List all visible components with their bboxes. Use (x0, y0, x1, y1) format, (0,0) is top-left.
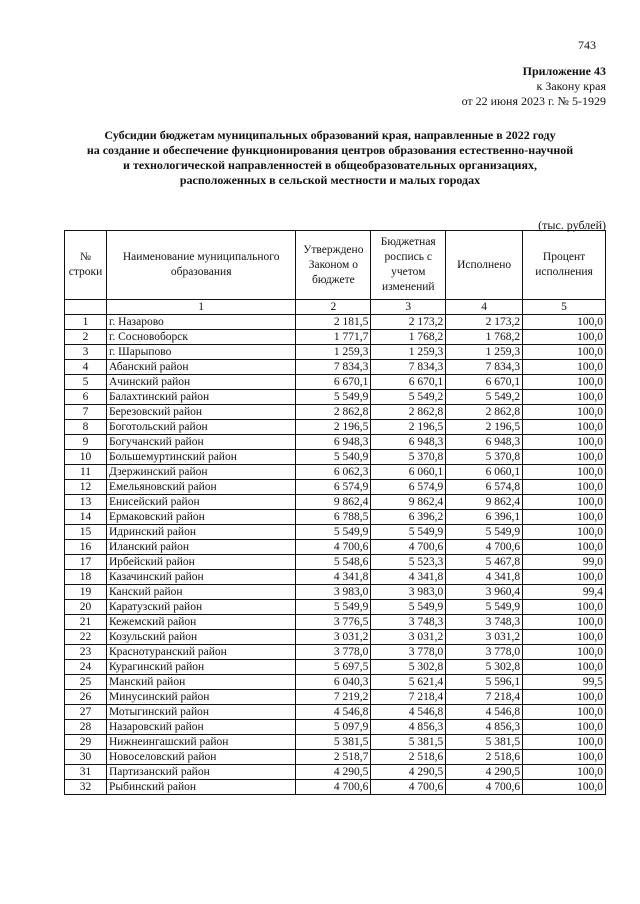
cell-approved: 6 670,1 (296, 375, 371, 390)
cell-municipality: Нижнеингашский район (106, 735, 295, 750)
cell-row-number: 4 (65, 360, 107, 375)
cell-percent: 100,0 (523, 540, 606, 555)
cell-executed: 5 549,9 (446, 600, 523, 615)
cell-row-number: 29 (65, 735, 107, 750)
table-row (65, 675, 606, 690)
cell-row-number: 30 (65, 750, 107, 765)
table-row (65, 375, 606, 390)
cell-municipality: Балахтинский район (106, 390, 295, 405)
cell-row-number: 26 (65, 690, 107, 705)
cell-executed: 4 700,6 (446, 540, 523, 555)
table-row (65, 735, 606, 750)
cell-approved: 6 062,3 (296, 465, 371, 480)
cell-executed: 5 596,1 (446, 675, 523, 690)
header-row-number: № строки (65, 231, 107, 300)
cell-row-number: 31 (65, 765, 107, 780)
cell-row-number: 10 (65, 450, 107, 465)
table-row (65, 390, 606, 405)
cell-percent: 100,0 (523, 360, 606, 375)
cell-approved: 5 381,5 (296, 735, 371, 750)
title-line: Субсидии бюджетам муниципальных образований края, направленные в 2022 году (104, 128, 556, 142)
cell-row-number: 22 (65, 630, 107, 645)
cell-executed: 6 574,8 (446, 480, 523, 495)
cell-percent: 100,0 (523, 780, 606, 795)
cell-budget-schedule: 3 031,2 (371, 630, 446, 645)
cell-approved: 6 040,3 (296, 675, 371, 690)
table-row (65, 615, 606, 630)
cell-percent: 100,0 (523, 450, 606, 465)
cell-budget-schedule: 5 549,9 (371, 600, 446, 615)
column-number: 2 (296, 300, 371, 315)
cell-executed: 6 060,1 (446, 465, 523, 480)
cell-budget-schedule: 1 768,2 (371, 330, 446, 345)
cell-municipality: Кежемский район (106, 615, 295, 630)
table-row (65, 450, 606, 465)
cell-budget-schedule: 1 259,3 (371, 345, 446, 360)
cell-row-number: 18 (65, 570, 107, 585)
table-row (65, 510, 606, 525)
cell-executed: 6 670,1 (446, 375, 523, 390)
cell-row-number: 11 (65, 465, 107, 480)
cell-municipality: Канский район (106, 585, 295, 600)
title-line: на создание и обеспечение функционирования центров образования естественно-научной (86, 143, 574, 157)
cell-percent: 100,0 (523, 375, 606, 390)
cell-municipality: Идринский район (106, 525, 295, 540)
cell-municipality: Мотыгинский район (106, 705, 295, 720)
cell-executed: 5 381,5 (446, 735, 523, 750)
cell-percent: 100,0 (523, 765, 606, 780)
table-row (65, 435, 606, 450)
cell-budget-schedule: 6 060,1 (371, 465, 446, 480)
cell-executed: 3 960,4 (446, 585, 523, 600)
page-number: 743 (578, 38, 596, 52)
cell-executed: 9 862,4 (446, 495, 523, 510)
cell-municipality: г. Шарыпово (106, 345, 295, 360)
cell-budget-schedule: 4 700,6 (371, 540, 446, 555)
cell-row-number: 9 (65, 435, 107, 450)
table-row (65, 600, 606, 615)
cell-budget-schedule: 4 700,6 (371, 780, 446, 795)
column-number: 4 (446, 300, 523, 315)
cell-percent: 99,4 (523, 585, 606, 600)
cell-budget-schedule: 4 546,8 (371, 705, 446, 720)
cell-approved: 6 948,3 (296, 435, 371, 450)
table-row (65, 780, 606, 795)
table-row (65, 630, 606, 645)
cell-municipality: Рыбинский район (106, 780, 295, 795)
cell-row-number: 7 (65, 405, 107, 420)
header-budget-schedule: Бюджетная роспись с учетом изменений (371, 231, 446, 300)
table-row (65, 555, 606, 570)
table-row (65, 480, 606, 495)
title-line: расположенных в сельской местности и малых городах (179, 173, 481, 187)
table-row (65, 570, 606, 585)
cell-municipality: г. Сосновоборск (106, 330, 295, 345)
header-approved: Утверждено Законом о бюджете (296, 231, 371, 300)
cell-percent: 100,0 (523, 330, 606, 345)
cell-budget-schedule: 6 396,2 (371, 510, 446, 525)
cell-row-number: 12 (65, 480, 107, 495)
cell-approved: 4 700,6 (296, 780, 371, 795)
cell-row-number: 6 (65, 390, 107, 405)
cell-percent: 100,0 (523, 750, 606, 765)
cell-row-number: 8 (65, 420, 107, 435)
cell-executed: 1 768,2 (446, 330, 523, 345)
table-row (65, 495, 606, 510)
cell-approved: 5 548,6 (296, 555, 371, 570)
cell-budget-schedule: 5 381,5 (371, 735, 446, 750)
cell-executed: 5 302,8 (446, 660, 523, 675)
cell-budget-schedule: 6 574,9 (371, 480, 446, 495)
cell-approved: 9 862,4 (296, 495, 371, 510)
column-number: 3 (371, 300, 446, 315)
cell-approved: 4 546,8 (296, 705, 371, 720)
cell-budget-schedule: 2 173,2 (371, 315, 446, 330)
cell-budget-schedule: 7 834,3 (371, 360, 446, 375)
cell-municipality: Енисейский район (106, 495, 295, 510)
cell-municipality: Козульский район (106, 630, 295, 645)
cell-municipality: Боготольский район (106, 420, 295, 435)
appendix-title: Приложение 43 (522, 64, 606, 78)
cell-executed: 2 518,6 (446, 750, 523, 765)
column-number-row (65, 300, 606, 315)
table-row (65, 405, 606, 420)
cell-municipality: Дзержинский район (106, 465, 295, 480)
cell-municipality: Большемуртинский район (106, 450, 295, 465)
cell-budget-schedule: 3 778,0 (371, 645, 446, 660)
cell-percent: 100,0 (523, 615, 606, 630)
cell-percent: 100,0 (523, 660, 606, 675)
cell-approved: 6 788,5 (296, 510, 371, 525)
table-header-row (65, 231, 606, 300)
cell-approved: 3 031,2 (296, 630, 371, 645)
table-row (65, 660, 606, 675)
cell-executed: 7 218,4 (446, 690, 523, 705)
cell-percent: 99,5 (523, 675, 606, 690)
cell-municipality: Казачинский район (106, 570, 295, 585)
cell-municipality: г. Назарово (106, 315, 295, 330)
cell-approved: 6 574,9 (296, 480, 371, 495)
table-row (65, 525, 606, 540)
cell-approved: 3 776,5 (296, 615, 371, 630)
cell-row-number: 15 (65, 525, 107, 540)
cell-budget-schedule: 3 748,3 (371, 615, 446, 630)
cell-percent: 100,0 (523, 390, 606, 405)
cell-municipality: Богучанский район (106, 435, 295, 450)
cell-percent: 100,0 (523, 690, 606, 705)
table-row (65, 315, 606, 330)
cell-executed: 5 467,8 (446, 555, 523, 570)
cell-approved: 2 181,5 (296, 315, 371, 330)
cell-budget-schedule: 4 856,3 (371, 720, 446, 735)
table-row (65, 330, 606, 345)
cell-executed: 4 546,8 (446, 705, 523, 720)
cell-row-number: 32 (65, 780, 107, 795)
cell-executed: 3 778,0 (446, 645, 523, 660)
cell-row-number: 21 (65, 615, 107, 630)
cell-approved: 4 290,5 (296, 765, 371, 780)
table-row (65, 465, 606, 480)
cell-municipality: Ирбейский район (106, 555, 295, 570)
cell-executed: 3 748,3 (446, 615, 523, 630)
cell-percent: 100,0 (523, 630, 606, 645)
cell-executed: 4 341,8 (446, 570, 523, 585)
cell-approved: 3 778,0 (296, 645, 371, 660)
table-row (65, 705, 606, 720)
cell-approved: 2 196,5 (296, 420, 371, 435)
cell-municipality: Емельяновский район (106, 480, 295, 495)
cell-executed: 5 549,9 (446, 525, 523, 540)
cell-percent: 100,0 (523, 405, 606, 420)
cell-approved: 3 983,0 (296, 585, 371, 600)
cell-budget-schedule: 5 549,2 (371, 390, 446, 405)
cell-percent: 100,0 (523, 465, 606, 480)
cell-percent: 100,0 (523, 735, 606, 750)
cell-executed: 6 948,3 (446, 435, 523, 450)
table-row (65, 690, 606, 705)
cell-budget-schedule: 2 862,8 (371, 405, 446, 420)
cell-executed: 3 031,2 (446, 630, 523, 645)
cell-executed: 7 834,3 (446, 360, 523, 375)
cell-executed: 5 549,2 (446, 390, 523, 405)
cell-percent: 100,0 (523, 345, 606, 360)
table-row (65, 585, 606, 600)
cell-executed: 4 856,3 (446, 720, 523, 735)
cell-percent: 100,0 (523, 525, 606, 540)
table-row (65, 750, 606, 765)
cell-municipality: Березовский район (106, 405, 295, 420)
subsidies-table (64, 230, 606, 795)
cell-budget-schedule: 6 948,3 (371, 435, 446, 450)
cell-row-number: 27 (65, 705, 107, 720)
appendix-date: от 22 июня 2023 г. № 5-1929 (461, 94, 606, 108)
cell-budget-schedule: 5 370,8 (371, 450, 446, 465)
cell-approved: 5 549,9 (296, 390, 371, 405)
cell-municipality: Ермаковский район (106, 510, 295, 525)
cell-budget-schedule: 9 862,4 (371, 495, 446, 510)
unit-label: (тыс. рублей) (538, 218, 606, 232)
column-number: 5 (523, 300, 606, 315)
cell-approved: 5 549,9 (296, 525, 371, 540)
table-row (65, 645, 606, 660)
cell-approved: 4 341,8 (296, 570, 371, 585)
header-percent: Процент исполнения (523, 231, 606, 300)
cell-municipality: Минусинский район (106, 690, 295, 705)
cell-percent: 100,0 (523, 720, 606, 735)
cell-budget-schedule: 5 302,8 (371, 660, 446, 675)
cell-approved: 2 518,7 (296, 750, 371, 765)
cell-approved: 4 700,6 (296, 540, 371, 555)
header-executed: Исполнено (446, 231, 523, 300)
document-title (40, 128, 620, 188)
cell-municipality: Ачинский район (106, 375, 295, 390)
cell-executed: 1 259,3 (446, 345, 523, 360)
table-row (65, 765, 606, 780)
cell-budget-schedule: 3 983,0 (371, 585, 446, 600)
header-municipality: Наименование муниципального образования (106, 231, 295, 300)
cell-approved: 1 771,7 (296, 330, 371, 345)
title-line: и технологической направленностей в общеобразовательных организациях, (123, 158, 537, 172)
cell-percent: 100,0 (523, 420, 606, 435)
cell-municipality: Новоселовский район (106, 750, 295, 765)
cell-budget-schedule: 4 341,8 (371, 570, 446, 585)
cell-budget-schedule: 5 621,4 (371, 675, 446, 690)
cell-approved: 1 259,3 (296, 345, 371, 360)
cell-approved: 7 219,2 (296, 690, 371, 705)
cell-percent: 100,0 (523, 495, 606, 510)
cell-approved: 2 862,8 (296, 405, 371, 420)
cell-approved: 5 549,9 (296, 600, 371, 615)
cell-municipality: Краснотуранский район (106, 645, 295, 660)
cell-approved: 7 834,3 (296, 360, 371, 375)
table-row (65, 345, 606, 360)
cell-budget-schedule: 2 196,5 (371, 420, 446, 435)
cell-row-number: 25 (65, 675, 107, 690)
cell-municipality: Каратузский район (106, 600, 295, 615)
cell-row-number: 19 (65, 585, 107, 600)
cell-budget-schedule: 2 518,6 (371, 750, 446, 765)
cell-row-number: 1 (65, 315, 107, 330)
cell-approved: 5 540,9 (296, 450, 371, 465)
cell-row-number: 2 (65, 330, 107, 345)
cell-budget-schedule: 6 670,1 (371, 375, 446, 390)
cell-executed: 4 290,5 (446, 765, 523, 780)
table-row (65, 720, 606, 735)
column-number: 1 (106, 300, 295, 315)
cell-percent: 100,0 (523, 510, 606, 525)
cell-row-number: 5 (65, 375, 107, 390)
cell-approved: 5 097,9 (296, 720, 371, 735)
cell-row-number: 23 (65, 645, 107, 660)
cell-percent: 99,0 (523, 555, 606, 570)
cell-row-number: 28 (65, 720, 107, 735)
cell-municipality: Партизанский район (106, 765, 295, 780)
cell-percent: 100,0 (523, 705, 606, 720)
cell-executed: 4 700,6 (446, 780, 523, 795)
cell-executed: 2 862,8 (446, 405, 523, 420)
cell-row-number: 20 (65, 600, 107, 615)
cell-row-number: 14 (65, 510, 107, 525)
cell-row-number: 24 (65, 660, 107, 675)
cell-percent: 100,0 (523, 570, 606, 585)
cell-percent: 100,0 (523, 600, 606, 615)
cell-municipality: Назаровский район (106, 720, 295, 735)
cell-municipality: Иланский район (106, 540, 295, 555)
appendix-block (462, 64, 606, 109)
cell-percent: 100,0 (523, 480, 606, 495)
cell-row-number: 16 (65, 540, 107, 555)
column-number (65, 300, 107, 315)
cell-municipality: Курагинский район (106, 660, 295, 675)
cell-percent: 100,0 (523, 435, 606, 450)
cell-row-number: 13 (65, 495, 107, 510)
cell-budget-schedule: 7 218,4 (371, 690, 446, 705)
appendix-law-ref: к Закону края (536, 79, 606, 93)
table-row (65, 360, 606, 375)
cell-budget-schedule: 5 523,3 (371, 555, 446, 570)
cell-percent: 100,0 (523, 645, 606, 660)
cell-executed: 6 396,1 (446, 510, 523, 525)
cell-budget-schedule: 4 290,5 (371, 765, 446, 780)
cell-row-number: 3 (65, 345, 107, 360)
cell-budget-schedule: 5 549,9 (371, 525, 446, 540)
cell-municipality: Абанский район (106, 360, 295, 375)
cell-percent: 100,0 (523, 315, 606, 330)
table-row (65, 540, 606, 555)
cell-approved: 5 697,5 (296, 660, 371, 675)
cell-executed: 2 196,5 (446, 420, 523, 435)
table-row (65, 420, 606, 435)
cell-row-number: 17 (65, 555, 107, 570)
cell-municipality: Манский район (106, 675, 295, 690)
cell-executed: 5 370,8 (446, 450, 523, 465)
cell-executed: 2 173,2 (446, 315, 523, 330)
